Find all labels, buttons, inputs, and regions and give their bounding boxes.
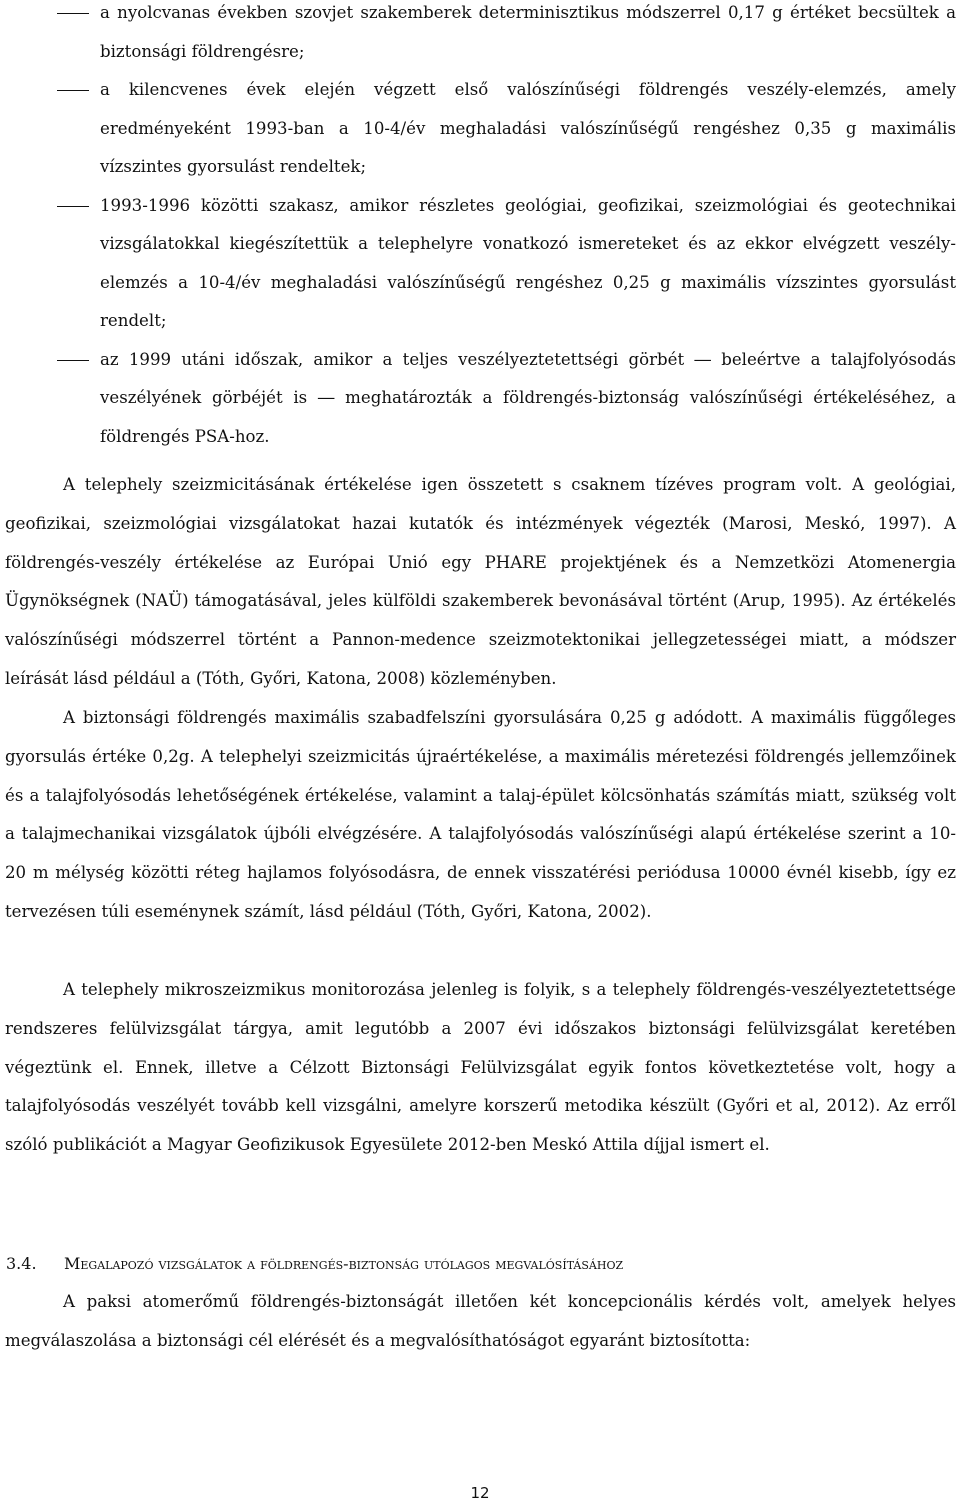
bullet-item-post-1999-period: az 1999 utáni időszak, amikor a teljes veszélyeztetettségi görbét ― beleértve a talajfolyósodás veszélyének görbéjét is ― meghatározták a földrengés-biztonság valószínűségi értékeléséhez, a földrengés PSA-hoz. — [0, 341, 960, 457]
paragraph-seismicity-program: A telephely szeizmicitásának értékelése igen összetett s csaknem tízéves program volt. A geológiai, geofizikai, szeizmológiai vizsgálatokat hazai kutatók és intézmények végezték (Marosi, Meskó, 1997). A földrengés-veszély értékelése az Európai Unió egy PHARE projektjének és a Nemzetközi Atomenergia Ügynökségnek (NAÜ) támogatásával, jeles külföldi szakemberek bevonásával történt (Arup, 1995). Az értékelés valószínűségi módszerrel történt a Pannon-medence szeizmotektonikai jellegzetességei miatt, a módszer leírását lásd például a (Tóth, Győri, Katona, 2008) közleményben. — [5, 475, 956, 688]
section-heading — [6, 1250, 946, 1278]
section-title: Megalapozó vizsgálatok a földrengés-biztonság utólagos megvalósításához — [64, 1254, 624, 1273]
paragraph-monitoring: A telephely mikroszeizmikus monitorozása jelenleg is folyik, s a telephely földrengés-veszélyeztetettsége rendszeres felülvizsgálat tárgya, amit legutóbb a 2007 évi időszakos biztonsági felülvizsgálat keretében végeztünk el. Ennek, illetve a Célzott Biztonsági Felülvizsgálat egyik fontos következtetése volt, hogy a talajfolyósodás veszélyét tovább kell vizsgálni, amelyre korszerű metodika készült (Győri et al, 2012). Az erről szóló publikációt a Magyar Geofizikusok Egyesülete 2012-ben Meskó Attila díjjal ismert el. — [5, 980, 956, 1155]
paragraph-max-acceleration: A biztonsági földrengés maximális szabadfelszíni gyorsulására 0,25 g adódott. A maximális függőleges gyorsulás értéke 0,2g. A telephelyi szeizmicitás újraértékelése, a maximális méretezési földrengés jellemzőinek és a talajfolyósodás lehetőségének értékelése, valamint a talaj-épület kölcsönhatás számítás miatt, szükség volt a talajmechanikai vizsgálatok újbóli elvégzésére. A talajfolyósodás valószínűségi alapú értékelése szerint a 10-20 m mélység közötti réteg hajlamos folyósodásra, de ennek visszatérési periódusa 10000 évnél kisebb, így ez tervezésen túli eseménynek számít, lásd például (Tóth, Győri, Katona, 2002). — [5, 708, 956, 921]
bullet-list — [0, 0, 960, 456]
page-number: 12 — [470, 1484, 490, 1502]
bullet-item-first-probabilistic-analysis: a kilencvenes évek elején végzett első valószínűségi földrengés veszély-elemzés, amely eredményeként 1993-ban a 10-4/év meghaladási valószínűségű rengéshez 0,35 g maximális vízszintes gyorsulást rendeltek; — [0, 71, 960, 187]
bullet-item-soviet-estimate: a nyolcvanas években szovjet szakemberek determinisztikus módszerrel 0,17 g értéket becsültek a biztonsági földrengésre; — [0, 0, 960, 71]
section-number: 3.4. — [6, 1254, 37, 1273]
bullet-item-1993-1996-period: 1993-1996 közötti szakasz, amikor részletes geológiai, geofizikai, szeizmológiai és geotechnikai vizsgálatokkal kiegészítettük a telephelyre vonatkozó ismereteket és az ekkor elvégzett veszély-elemzés a 10-4/év meghaladási valószínűségű rengéshez 0,25 g maximális vízszintes gyorsulást rendelt; — [0, 187, 960, 341]
paragraph-section-intro: A paksi atomerőmű földrengés-biztonságát illetően két koncepcionális kérdés volt, amelyek helyes megválaszolása a biztonsági cél elérését és a megvalósíthatóságot egyaránt biztosította: — [5, 1292, 956, 1350]
